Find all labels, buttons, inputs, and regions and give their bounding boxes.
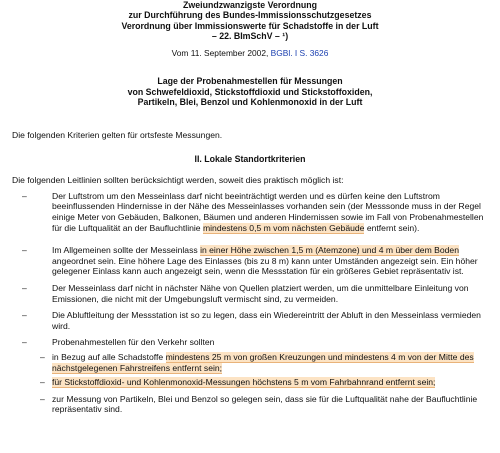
item-text: in Bezug auf alle Schadstoffe — [52, 351, 166, 362]
bullet-dash: – — [22, 282, 27, 293]
sub-list-item — [40, 377, 488, 388]
sub-list-item — [40, 393, 488, 415]
subtitle-line: Lage der Probenahmestellen für Messungen — [157, 76, 343, 87]
list-item — [22, 310, 488, 331]
list-item — [22, 282, 488, 304]
date-text: Vom 11. September 2002, — [171, 47, 269, 58]
highlighted-text: mindestens 25 m von großen Kreuzungen und mindestens 4 m von der Mitte des nächstgelegenen Fahrstreifens entfernt sein; — [52, 351, 474, 373]
bgbl-link[interactable]: BGBl. I S. 3626 — [270, 47, 329, 58]
bullet-dash: – — [40, 377, 45, 388]
document-header — [0, 0, 500, 42]
highlighted-text: für Stickstoffdioxid- und Kohlenmonoxid-Messungen höchstens 5 m vom Fahrbahnrand entfernt sein; — [52, 377, 436, 388]
item-text: angeordnet sein. Eine höhere Lage des Einlasses (bis zu 8 m) kann unter Umständen angezeigt sein. Ein höher gelegener Einlass kann auch angezeigt sein, wenn die Messstation für ein größeres Gebiet repräsentativ ist. — [52, 255, 478, 277]
bullet-dash: – — [22, 190, 27, 201]
bullet-dash: – — [22, 245, 27, 256]
list-item — [22, 190, 488, 233]
highlighted-text: mindestens 0,5 m vom nächsten Gebäude — [202, 222, 365, 233]
header-line: – 22. BImSchV – ¹) — [211, 31, 289, 42]
header-line: zur Durchführung des Bundes-Immissionsschutzgesetzes — [128, 10, 372, 21]
bullet-dash: – — [40, 393, 45, 404]
list-item — [22, 245, 488, 277]
bullet-dash: – — [22, 310, 27, 321]
list-item — [22, 337, 488, 348]
header-line: Zweiundzwanzigste Verordnung — [183, 0, 317, 10]
lead-text: Die folgenden Leitlinien sollten berücksichtigt werden, soweit dies praktisch möglich ist: — [12, 175, 344, 186]
subtitle-line: von Schwefeldioxid, Stickstoffdioxid und Stickstoffoxiden, — [127, 86, 373, 97]
item-text: Der Messeinlass darf nicht in nächster Nähe von Quellen platziert werden, um die unmittelbare Einleitung von Emissionen, die nicht mit der Umgebungsluft vermischt sind, zu vermeiden. — [52, 282, 469, 304]
intro-text: Die folgenden Kriterien gelten für ortsfeste Messungen. — [12, 130, 223, 140]
item-text: zur Messung von Partikeln, Blei und Benzol so gelegen sein, dass sie für die Luftqualität nahe der Baufluchtlinie repräsentativ sind. — [52, 393, 478, 415]
header-line: Verordnung über Immissionswerte für Schadstoffe in der Luft — [121, 20, 379, 31]
item-text: Die Abluftleitung der Messstation ist so zu legen, dass ein Wiedereintritt der Abluft in den Messeinlass vermieden wird. — [52, 310, 481, 331]
date-line — [0, 48, 500, 59]
item-text: entfernt sein). — [364, 222, 420, 233]
item-text: Probenahmestellen für den Verkehr sollten — [52, 337, 215, 348]
sub-list-item — [40, 351, 488, 373]
highlighted-text: in einer Höhe zwischen 1,5 m (Atemzone) und 4 m über dem Boden — [200, 245, 459, 256]
subtitle — [0, 76, 500, 108]
section-title: II. Lokale Standortkriterien — [194, 153, 306, 164]
bullet-dash: – — [22, 337, 27, 348]
item-text: Im Allgemeinen sollte der Messeinlass — [52, 245, 201, 256]
bullet-dash: – — [40, 351, 45, 362]
subtitle-line: Partikeln, Blei, Benzol und Kohlenmonoxid in der Luft — [137, 97, 363, 108]
item-text: Der Luftstrom um den Messeinlass darf nicht beeinträchtigt werden und es dürfen keine den Luftstrom beeinflussenden Hindernisse in der Nähe des Messeinlasses vorhanden sein (der Messsonde muss in der Regel einige Meter von Gebäuden, Balkonen, Bäumen und anderen Hindernissen sowie im Fall von Probenahmestellen für die Luftqualität an der Baufluchtlinie — [52, 190, 484, 233]
